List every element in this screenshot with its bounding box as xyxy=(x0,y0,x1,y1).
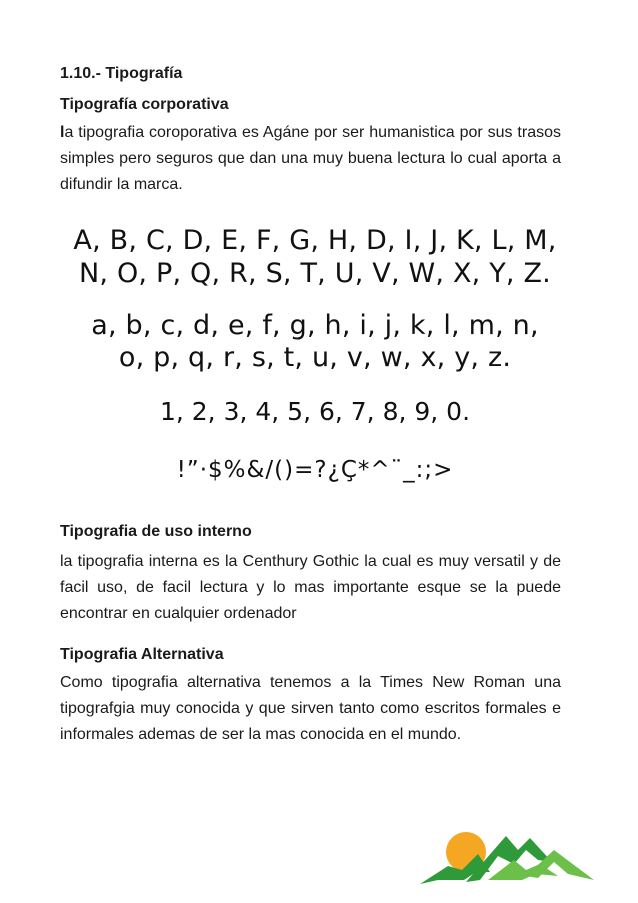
lowercase-specimen-line-1: a, b, c, d, e, f, g, h, i, j, k, l, m, n, xyxy=(91,310,539,341)
mountain-sun-logo-icon xyxy=(418,820,596,892)
digits-specimen: 1, 2, 3, 4, 5, 6, 7, 8, 9, 0. xyxy=(159,397,471,426)
paragraph-body: a tipografia coroporativa es Agáne por ser humanistica por sus trasos simples pero seguros que dan una muy buena lectura lo cual aporta a difundir la marca. xyxy=(60,124,561,193)
internal-typeface-paragraph: la tipografia interna es la Centhury Gothic la cual es muy versatil y de facil uso, de facil lectura y lo mas importante esque se la puede encontrar en cualquier ordenador xyxy=(60,553,561,622)
internal-typeface-heading: Tipografia de uso interno xyxy=(60,523,252,540)
uppercase-specimen-line-1: A, B, C, D, E, F, G, H, D, I, J, K, L, M, xyxy=(73,225,557,256)
section-heading: 1.10.- Tipografía xyxy=(60,65,183,82)
corporate-typeface-paragraph xyxy=(60,120,561,198)
lowercase-specimen-line-2: o, p, q, r, s, t, u, v, w, x, y, z. xyxy=(118,342,512,373)
symbols-specimen: !”·$%&/()=?¿Ç*^¨_:;> xyxy=(176,457,454,483)
alternative-typeface-paragraph: Como tipografia alternativa tenemos a la Times New Roman una tipografgia muy conocida y que sirven tanto como escritos formales e informales ademas de ser la mas conocida en el mundo. xyxy=(60,674,561,743)
alternative-typeface-heading: Tipografia Alternativa xyxy=(60,646,224,663)
paragraph-lead-letter: l xyxy=(60,124,65,141)
uppercase-specimen-line-2: N, O, P, Q, R, S, T, U, V, W, X, Y, Z. xyxy=(79,258,551,289)
corporate-typeface-heading: Tipografía corporativa xyxy=(60,96,229,113)
